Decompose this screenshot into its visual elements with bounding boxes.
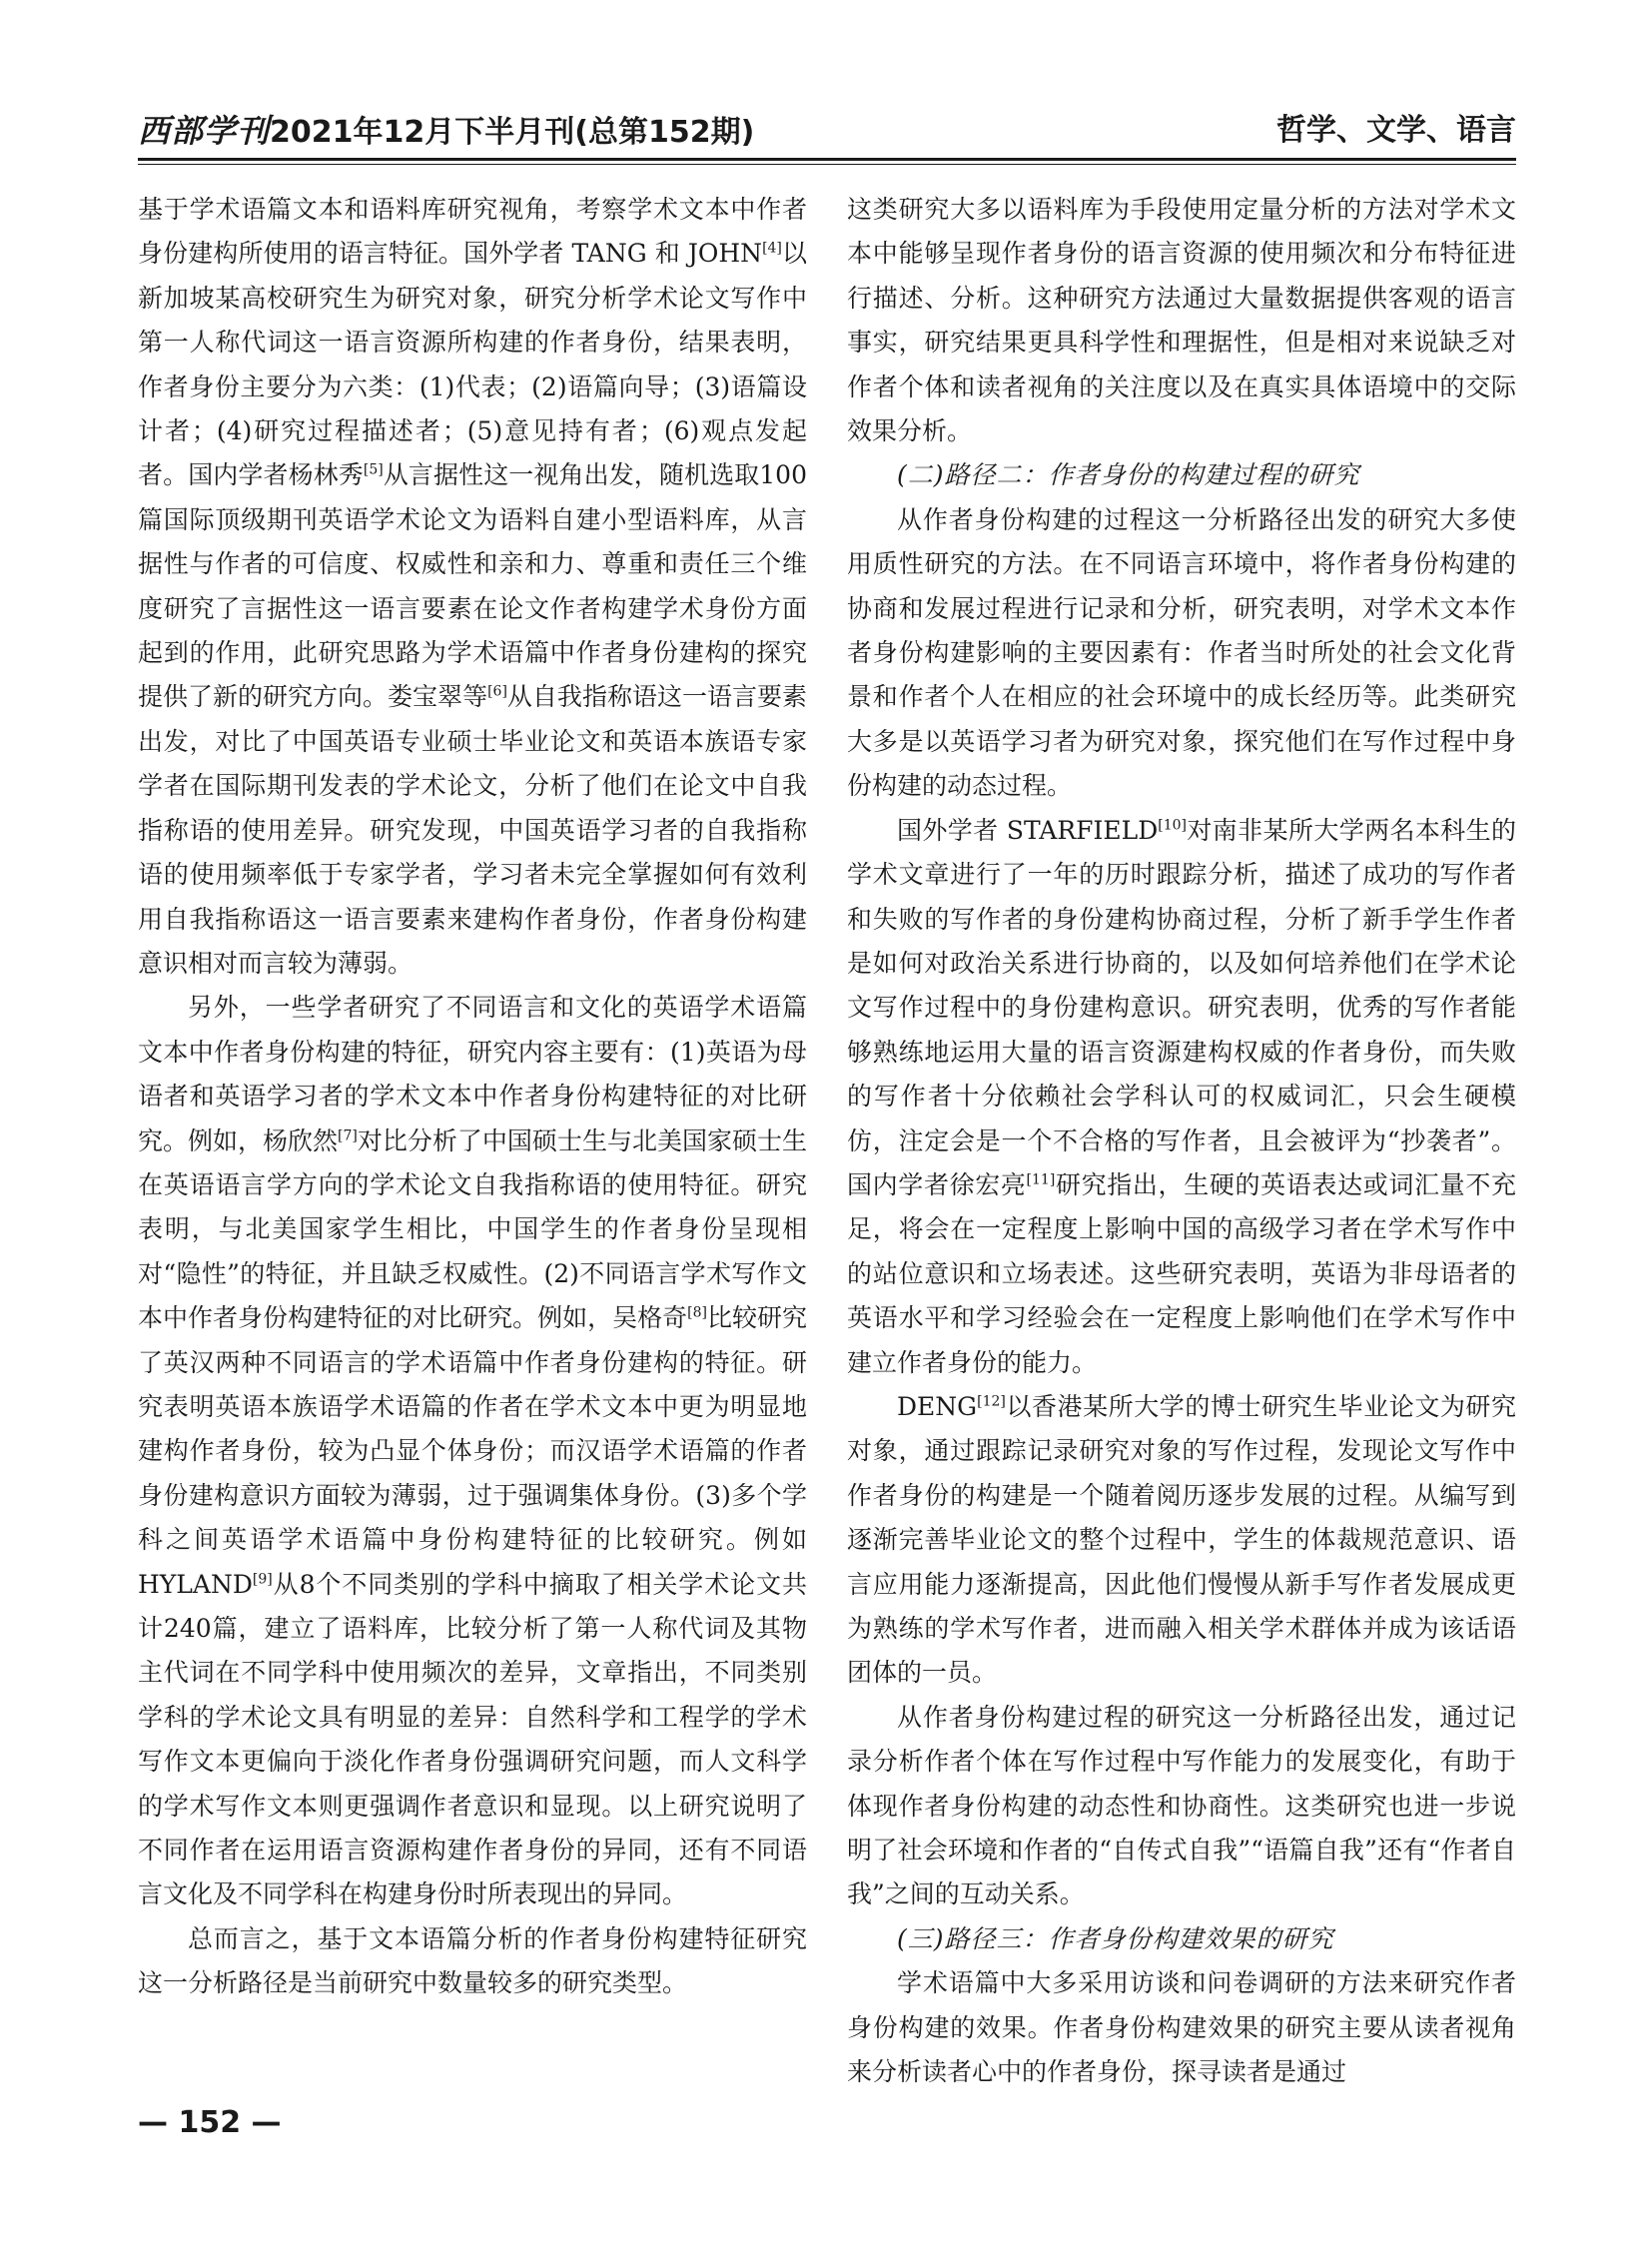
paragraph: 从作者身份构建过程的研究这一分析路径出发，通过记录分析作者个体在写作过程中写作能力的发展变化，有助于体现作者身份构建的动态性和协商性。这类研究也进一步说明了社会环境和作者的“自传式自我”“语篇自我”还有“作者自我”之间的互动关系。 <box>847 1702 1516 1909</box>
citation: [7] <box>338 1127 358 1144</box>
paragraph: 总而言之，基于文本语篇分析的作者身份构建特征研究这一分析路径是当前研究中数量较多的研究类型。 <box>138 1923 807 1998</box>
journal-logo: 西部学刊 <box>138 112 271 150</box>
paragraph: 学术语篇中大多采用访谈和问卷调研的方法来研究作者身份构建的效果。作者身份构建效果的研究主要从读者视角来分析读者心中的作者身份，探寻读者是通过 <box>847 1968 1516 2087</box>
section-label: 哲学、文学、语言 <box>1276 113 1516 148</box>
header-rule-thin <box>138 164 1516 165</box>
page-number: — 152 — <box>138 2105 282 2140</box>
citation: [4] <box>762 241 782 258</box>
citation: [12] <box>977 1393 1006 1410</box>
citation: [8] <box>687 1304 707 1321</box>
citation: [10] <box>1158 817 1188 834</box>
paragraph: 另外，一些学者研究了不同语言和文化的英语学术语篇文本中作者身份构建的特征，研究内容主要有：(1)英语为母语者和英语学习者的学术文本中作者身份构建特征的对比研究。例如，杨欣然[7]对比分析了中国硕士生与北美国家硕士生在英语语言学方向的学术论文自我指称语的使用特征。研究表明，与北美国家学生相比，中国学生的作者身份呈现相对“隐性”的特征，并且缺乏权威性。(2)不同语言学术写作文本中作者身份构建特征的对比研究。例如，吴格奇[8]比较研究了英汉两种不同语言的学术语篇中作者身份建构的特征。研究表明英语本族语学术语篇的作者在学术文本中更为明显地建构作者身份，较为凸显个体身份；而汉语学术语篇的作者身份建构意识方面较为薄弱，过于强调集体身份。(3)多个学科之间英语学术语篇中身份构建特征的比较研究。例如 HYLAND[9]从8个不同类别的学科中摘取了相关学术论文共计240篇，建立了语料库，比较分析了第一人称代词及其物主代词在不同学科中使用频次的差异，文章指出，不同类别学科的学术论文具有明显的差异：自然科学和工程学的学术写作文本更偏向于淡化作者身份强调研究问题，而人文科学的学术写作文本则更强调作者意识和显现。以上研究说明了不同作者在运用语言资源构建作者身份的异同，还有不同语言文化及不同学科在构建身份时所表现出的异同。 <box>138 993 807 1909</box>
issue-label: 2021年12月下半月刊(总第152期) <box>270 115 755 150</box>
section-heading: (二)路径二：作者身份的构建过程的研究 <box>897 460 1360 490</box>
citation: [9] <box>252 1571 273 1588</box>
journal-issue-info <box>138 108 754 156</box>
paragraph: 国外学者 STARFIELD[10]对南非某所大学两名本科生的学术文章进行了一年的历时跟踪分析，描述了成功的写作者和失败的写作者的身份建构协商过程，分析了新手学生作者是如何对政治关系进行协商的，以及如何培养他们在学术论文写作过程中的身份建构意识。研究表明，优秀的写作者能够熟练地运用大量的语言资源建构权威的作者身份，而失败的写作者十分依赖社会学科认可的权威词汇，只会生硬模仿，注定会是一个不合格的写作者，且会被评为“抄袭者”。国内学者徐宏亮[11]研究指出，生硬的英语表达或词汇量不充足，将会在一定程度上影响中国的高级学习者在学术写作中的站位意识和立场表述。这些研究表明，英语为非母语者的英语水平和学习经验会在一定程度上影响他们在学术写作中建立作者身份的能力。 <box>847 815 1516 1377</box>
header-rule <box>138 158 1516 161</box>
citation: [5] <box>363 462 384 479</box>
right-column <box>847 188 1516 2094</box>
left-column <box>138 188 807 2006</box>
paragraph: DENG[12]以香港某所大学的博士研究生毕业论文为研究对象，通过跟踪记录研究对象的写作过程，发现论文写作中作者身份的构建是一个随着阅历逐步发展的过程。从编写到逐渐完善毕业论文的整个过程中，学生的体裁规范意识、语言应用能力逐渐提高，因此他们慢慢从新手写作者发展成更为熟练的学术写作者，进而融入相关学术群体并成为该话语团体的一员。 <box>847 1391 1516 1688</box>
citation: [6] <box>487 684 507 701</box>
section-heading: (三)路径三：作者身份构建效果的研究 <box>897 1923 1334 1953</box>
page-header <box>138 108 1516 158</box>
citation: [11] <box>1026 1171 1056 1188</box>
paragraph: 从作者身份构建的过程这一分析路径出发的研究大多使用质性研究的方法。在不同语言环境中，将作者身份构建的协商和发展过程进行记录和分析，研究表明，对学术文本作者身份构建影响的主要因素有：作者当时所处的社会文化背景和作者个人在相应的社会环境中的成长经历等。此类研究大多是以英语学习者为研究对象，探究他们在写作过程中身份构建的动态过程。 <box>847 504 1516 801</box>
paragraph: 这类研究大多以语料库为手段使用定量分析的方法对学术文本中能够呈现作者身份的语言资源的使用频次和分布特征进行描述、分析。这种研究方法通过大量数据提供客观的语言事实，研究结果更具科学性和理据性，但是相对来说缺乏对作者个体和读者视角的关注度以及在真实具体语境中的交际效果分析。 <box>847 195 1516 446</box>
paragraph: 基于学术语篇文本和语料库研究视角，考察学术文本中作者身份建构所使用的语言特征。国外学者 TANG 和 JOHN[4]以新加坡某高校研究生为研究对象，研究分析学术论文写作中第一人称代词这一语言资源所构建的作者身份，结果表明，作者身份主要分为六类：(1)代表；(2)语篇向导；(3)语篇设计者；(4)研究过程描述者；(5)意见持有者；(6)观点发起者。国内学者杨林秀[5]从言据性这一视角出发，随机选取100篇国际顶级期刊英语学术论文为语料自建小型语料库，从言据性与作者的可信度、权威性和亲和力、尊重和责任三个维度研究了言据性这一语言要素在论文作者构建学术身份方面起到的作用，此研究思路为学术语篇中作者身份建构的探究提供了新的研究方向。娄宝翠等[6]从自我指称语这一语言要素出发，对比了中国英语专业硕士毕业论文和英语本族语专家学者在国际期刊发表的学术论文，分析了他们在论文中自我指称语的使用差异。研究发现，中国英语学习者的自我指称语的使用频率低于专家学者，学习者未完全掌握如何有效利用自我指称语这一语言要素来建构作者身份，作者身份构建意识相对而言较为薄弱。 <box>138 195 807 978</box>
